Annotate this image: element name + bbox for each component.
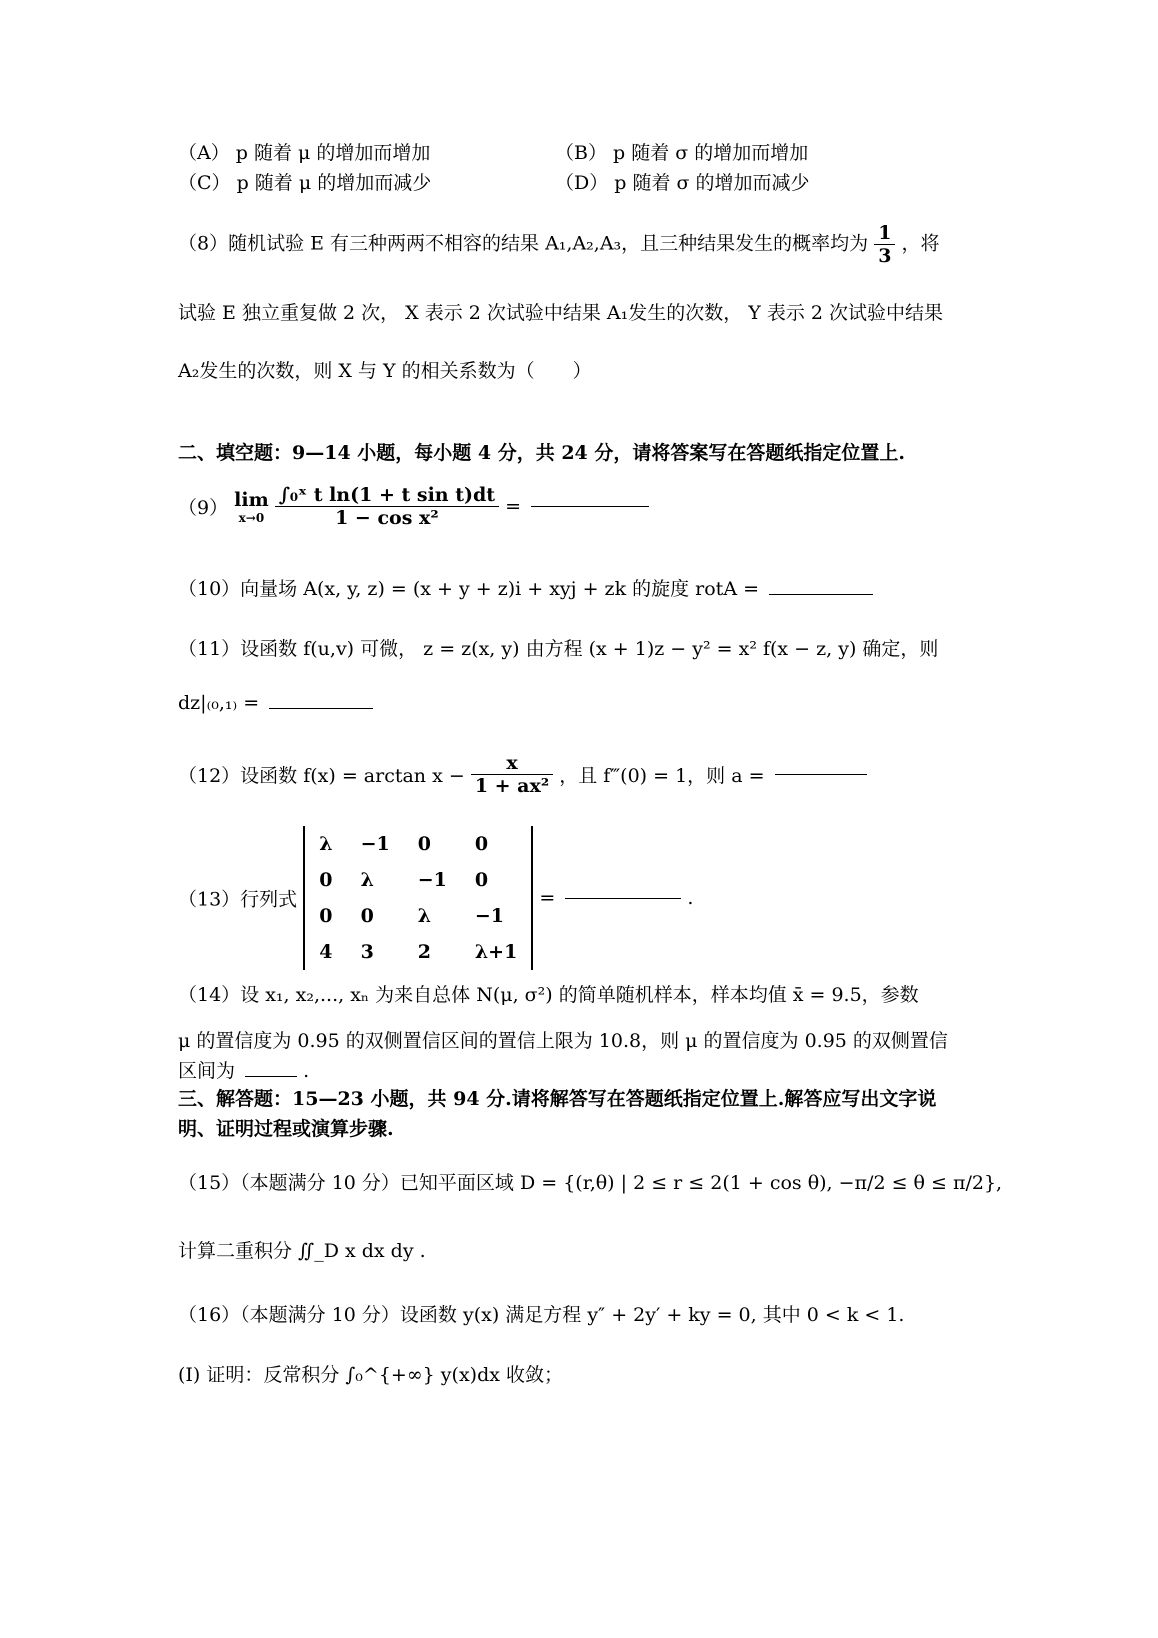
section-3-line2: 明、证明过程或演算步骤. [178, 1118, 394, 1140]
q13-matrix-cell: 0 [319, 905, 333, 927]
q10-text: （10）向量场 A(x, y, z) = (x + y + z)i + xyj + zk 的旋度 rotA = [178, 578, 759, 600]
q9-limit [234, 489, 269, 525]
q13-equals: = [539, 887, 556, 909]
question-11-line1: （11）设函数 f(u,v) 可微， z = z(x, y) 由方程 (x + 1)z − y² = x² f(x − z, y) 确定，则 [178, 638, 939, 660]
question-15-line2: 计算二重积分 ∬_D x dx dy . [178, 1240, 426, 1262]
option-a [178, 138, 430, 165]
q9-answer-blank[interactable] [531, 506, 649, 507]
section-2-heading: 二、填空题：9—14 小题，每小题 4 分，共 24 分，请将答案写在答题纸指定位置上. [178, 442, 906, 464]
q13-matrix-row [305, 898, 531, 934]
q13-answer-blank[interactable] [565, 898, 681, 899]
q8-frac-num: 1 [874, 222, 895, 245]
question-8-line1 [178, 222, 940, 267]
option-b-text: p 随着 σ 的增加而增加 [613, 142, 809, 164]
q12-suffix: ，且 f‴(0) = 1，则 a = [559, 765, 765, 787]
q10-answer-blank[interactable] [769, 594, 873, 595]
q13-matrix-cell: λ+1 [474, 941, 518, 963]
q8-text1: （8）随机试验 E 有三种两两不相容的结果 A₁,A₂,A₃，且三种结果发生的概率均为 [178, 232, 869, 255]
section-3-line1: 三、解答题：15—23 小题，共 94 分.请将解答写在答题纸指定位置上.解答应写出文字说 [178, 1088, 937, 1110]
q13-matrix-row [305, 826, 531, 862]
question-14-line3 [178, 1056, 309, 1083]
q13-matrix [305, 826, 531, 970]
option-c [178, 168, 431, 195]
q13-determinant [303, 826, 533, 970]
q13-matrix-cell: 4 [319, 941, 333, 963]
q13-matrix-cell: 0 [474, 869, 489, 891]
q12-fraction [471, 752, 553, 797]
q13-matrix-row [305, 862, 531, 898]
q13-matrix-cell: −1 [360, 833, 390, 855]
q13-matrix-row [305, 934, 531, 970]
option-b [555, 138, 808, 165]
question-12 [178, 752, 867, 797]
q13-label: （13）行列式 [178, 888, 298, 911]
option-b-label: （B） [555, 142, 607, 164]
q14-answer-blank[interactable] [245, 1076, 297, 1077]
q13-matrix-cell: 2 [417, 941, 431, 963]
q9-label: （9） [178, 497, 229, 519]
question-10 [178, 574, 873, 601]
option-c-label: （C） [178, 172, 231, 194]
q9-denominator: 1 − cos x² [335, 507, 439, 529]
question-16-line1: （16）（本题满分 10 分）设函数 y(x) 满足方程 y″ + 2y′ + ky = 0, 其中 0 < k < 1. [178, 1304, 905, 1326]
q12-frac-num: x [471, 752, 553, 775]
q9-lim-sub: x→0 [238, 510, 265, 525]
option-d-text: p 随着 σ 的增加而减少 [614, 172, 810, 194]
q12-frac-den: 1 + ax² [474, 775, 550, 797]
question-15-line1: （15）（本题满分 10 分）已知平面区域 D = {(r,θ) | 2 ≤ r ≤ 2(1 + cos θ), −π/2 ≤ θ ≤ π/2}, [178, 1172, 1003, 1194]
option-a-label: （A） [178, 142, 230, 164]
q13-matrix-cell: λ [319, 833, 333, 855]
q14-text3: 区间为 [178, 1060, 236, 1082]
q13-matrix-cell: 0 [474, 833, 489, 855]
q12-answer-blank[interactable] [775, 774, 867, 775]
question-14-line1: （14）设 x₁, x₂,..., xₙ 为来自总体 N(μ, σ²) 的简单随机样本，样本均值 x̄ = 9.5，参数 [178, 984, 919, 1006]
option-d-label: （D） [555, 172, 609, 194]
q9-equals: = [505, 495, 522, 518]
q8-text1-end: ，将 [901, 232, 940, 255]
question-11-line2 [178, 692, 373, 714]
q13-matrix-cell: 0 [319, 869, 333, 891]
q13-matrix-cell: 0 [360, 905, 374, 927]
option-a-text: p 随着 μ 的增加而增加 [235, 142, 431, 164]
q13-end: . [687, 887, 694, 909]
option-c-text: p 随着 μ 的增加而减少 [236, 172, 432, 194]
question-9 [178, 484, 649, 529]
q13-matrix-cell: −1 [474, 905, 504, 927]
q9-numerator: ∫₀ˣ t ln(1 + t sin t)dt [275, 484, 499, 507]
q8-frac-den: 3 [878, 245, 892, 267]
q8-fraction [874, 222, 895, 267]
q13-matrix-cell: λ [360, 869, 374, 891]
q14-end: . [303, 1060, 310, 1082]
q11-answer-blank[interactable] [269, 708, 373, 709]
q13-matrix-cell: 0 [417, 833, 431, 855]
q11-text2: dz|₍₀,₁₎ = [178, 692, 260, 714]
q13-matrix-cell: λ [417, 905, 432, 927]
q13-matrix-cell: −1 [417, 869, 447, 891]
q12-prefix: （12）设函数 f(x) = arctan x − [178, 765, 465, 787]
question-13 [178, 826, 693, 970]
question-8-line2: 试验 E 独立重复做 2 次， X 表示 2 次试验中结果 A₁发生的次数， Y 表示 2 次试验中结果 [178, 302, 944, 324]
question-14-line2: μ 的置信度为 0.95 的双侧置信区间的置信上限为 10.8，则 μ 的置信度为 0.95 的双侧置信 [178, 1030, 948, 1052]
q9-fraction [275, 484, 499, 529]
q13-matrix-cell: 3 [360, 941, 374, 963]
question-16-part1: (I) 证明：反常积分 ∫₀^{+∞} y(x)dx 收敛； [178, 1364, 564, 1386]
q9-lim: lim [234, 488, 269, 511]
option-d [555, 168, 810, 195]
question-8-line3: A₂发生的次数，则 X 与 Y 的相关系数为（ ） [178, 360, 592, 382]
